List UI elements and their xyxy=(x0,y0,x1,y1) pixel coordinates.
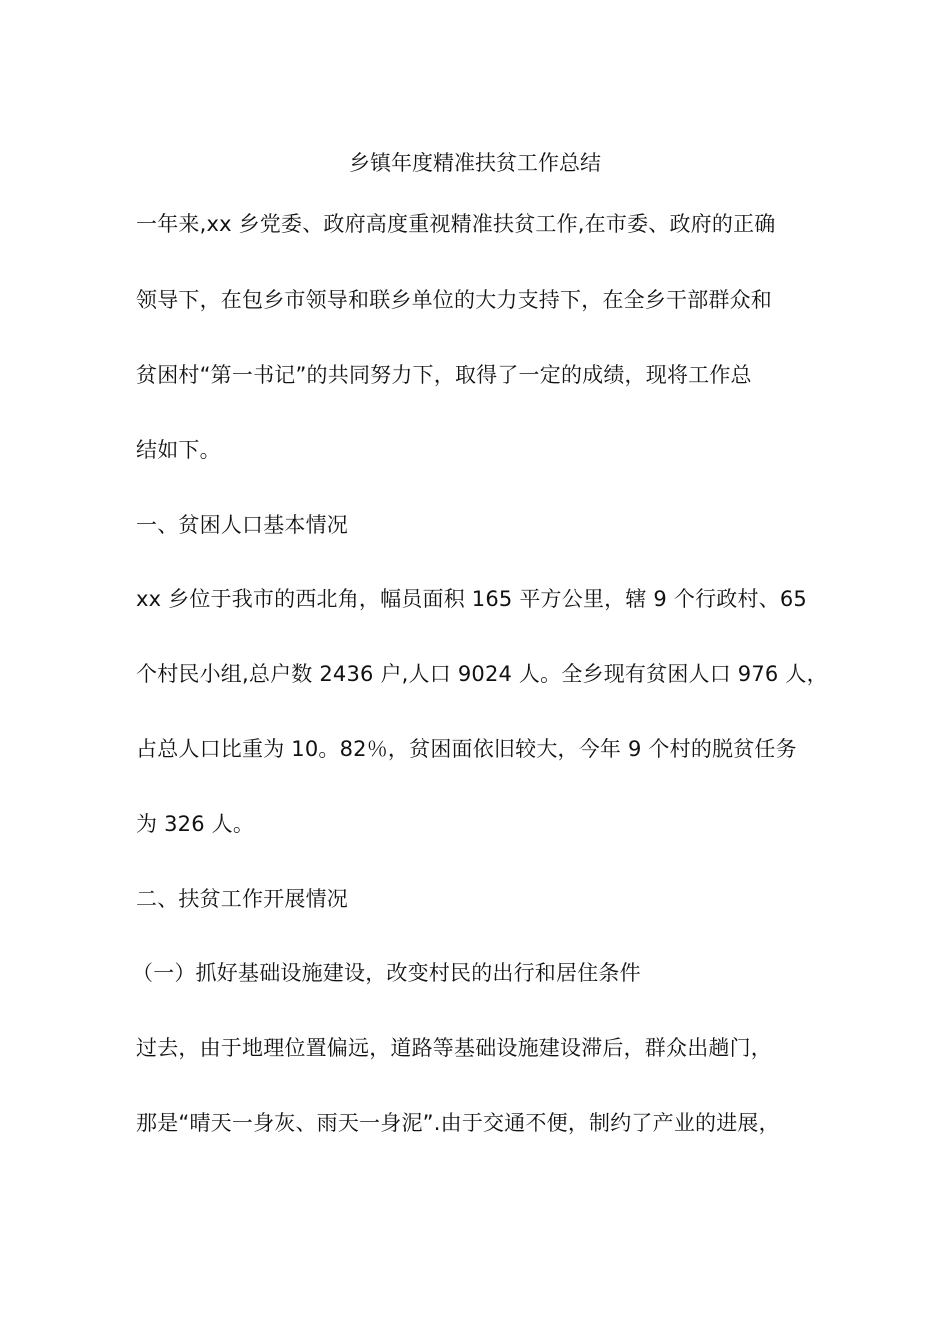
paragraph-line: xx 乡位于我市的西北角，幅员面积 165 平方公里，辖 9 个行政村、65 xyxy=(136,587,807,611)
paragraph-line: 那是“晴天一身灰、雨天一身泥”.由于交通不便，制约了产业的进展， xyxy=(136,1111,780,1135)
subsection-heading: （一）抓好基础设施建设，改变村民的出行和居住条件 xyxy=(132,961,641,985)
document-title: 乡镇年度精准扶贫工作总结 xyxy=(349,151,601,175)
paragraph-line: 为 326 人。 xyxy=(136,812,255,836)
paragraph-line: 过去，由于地理位置偏远，道路等基础设施建设滞后，群众出趟门， xyxy=(136,1036,772,1060)
paragraph-line: 一年来,xx 乡党委、政府高度重视精准扶贫工作,在市委、政府的正确 xyxy=(136,212,776,236)
paragraph-line: 贫困村“第一书记”的共同努力下，取得了一定的成绩，现将工作总 xyxy=(136,363,752,387)
paragraph-line: 领导下，在包乡市领导和联乡单位的大力支持下，在全乡干部群众和 xyxy=(136,288,772,312)
section-heading: 二、扶贫工作开展情况 xyxy=(136,887,348,911)
section-heading: 一、贫困人口基本情况 xyxy=(136,513,348,537)
paragraph-line: 个村民小组,总户数 2436 户,人口 9024 人。全乡现有贫困人口 976 人， xyxy=(136,662,828,686)
paragraph-line: 结如下。 xyxy=(136,438,221,462)
paragraph-line: 占总人口比重为 10。82％，贫困面依旧较大，今年 9 个村的脱贫任务 xyxy=(136,737,797,761)
